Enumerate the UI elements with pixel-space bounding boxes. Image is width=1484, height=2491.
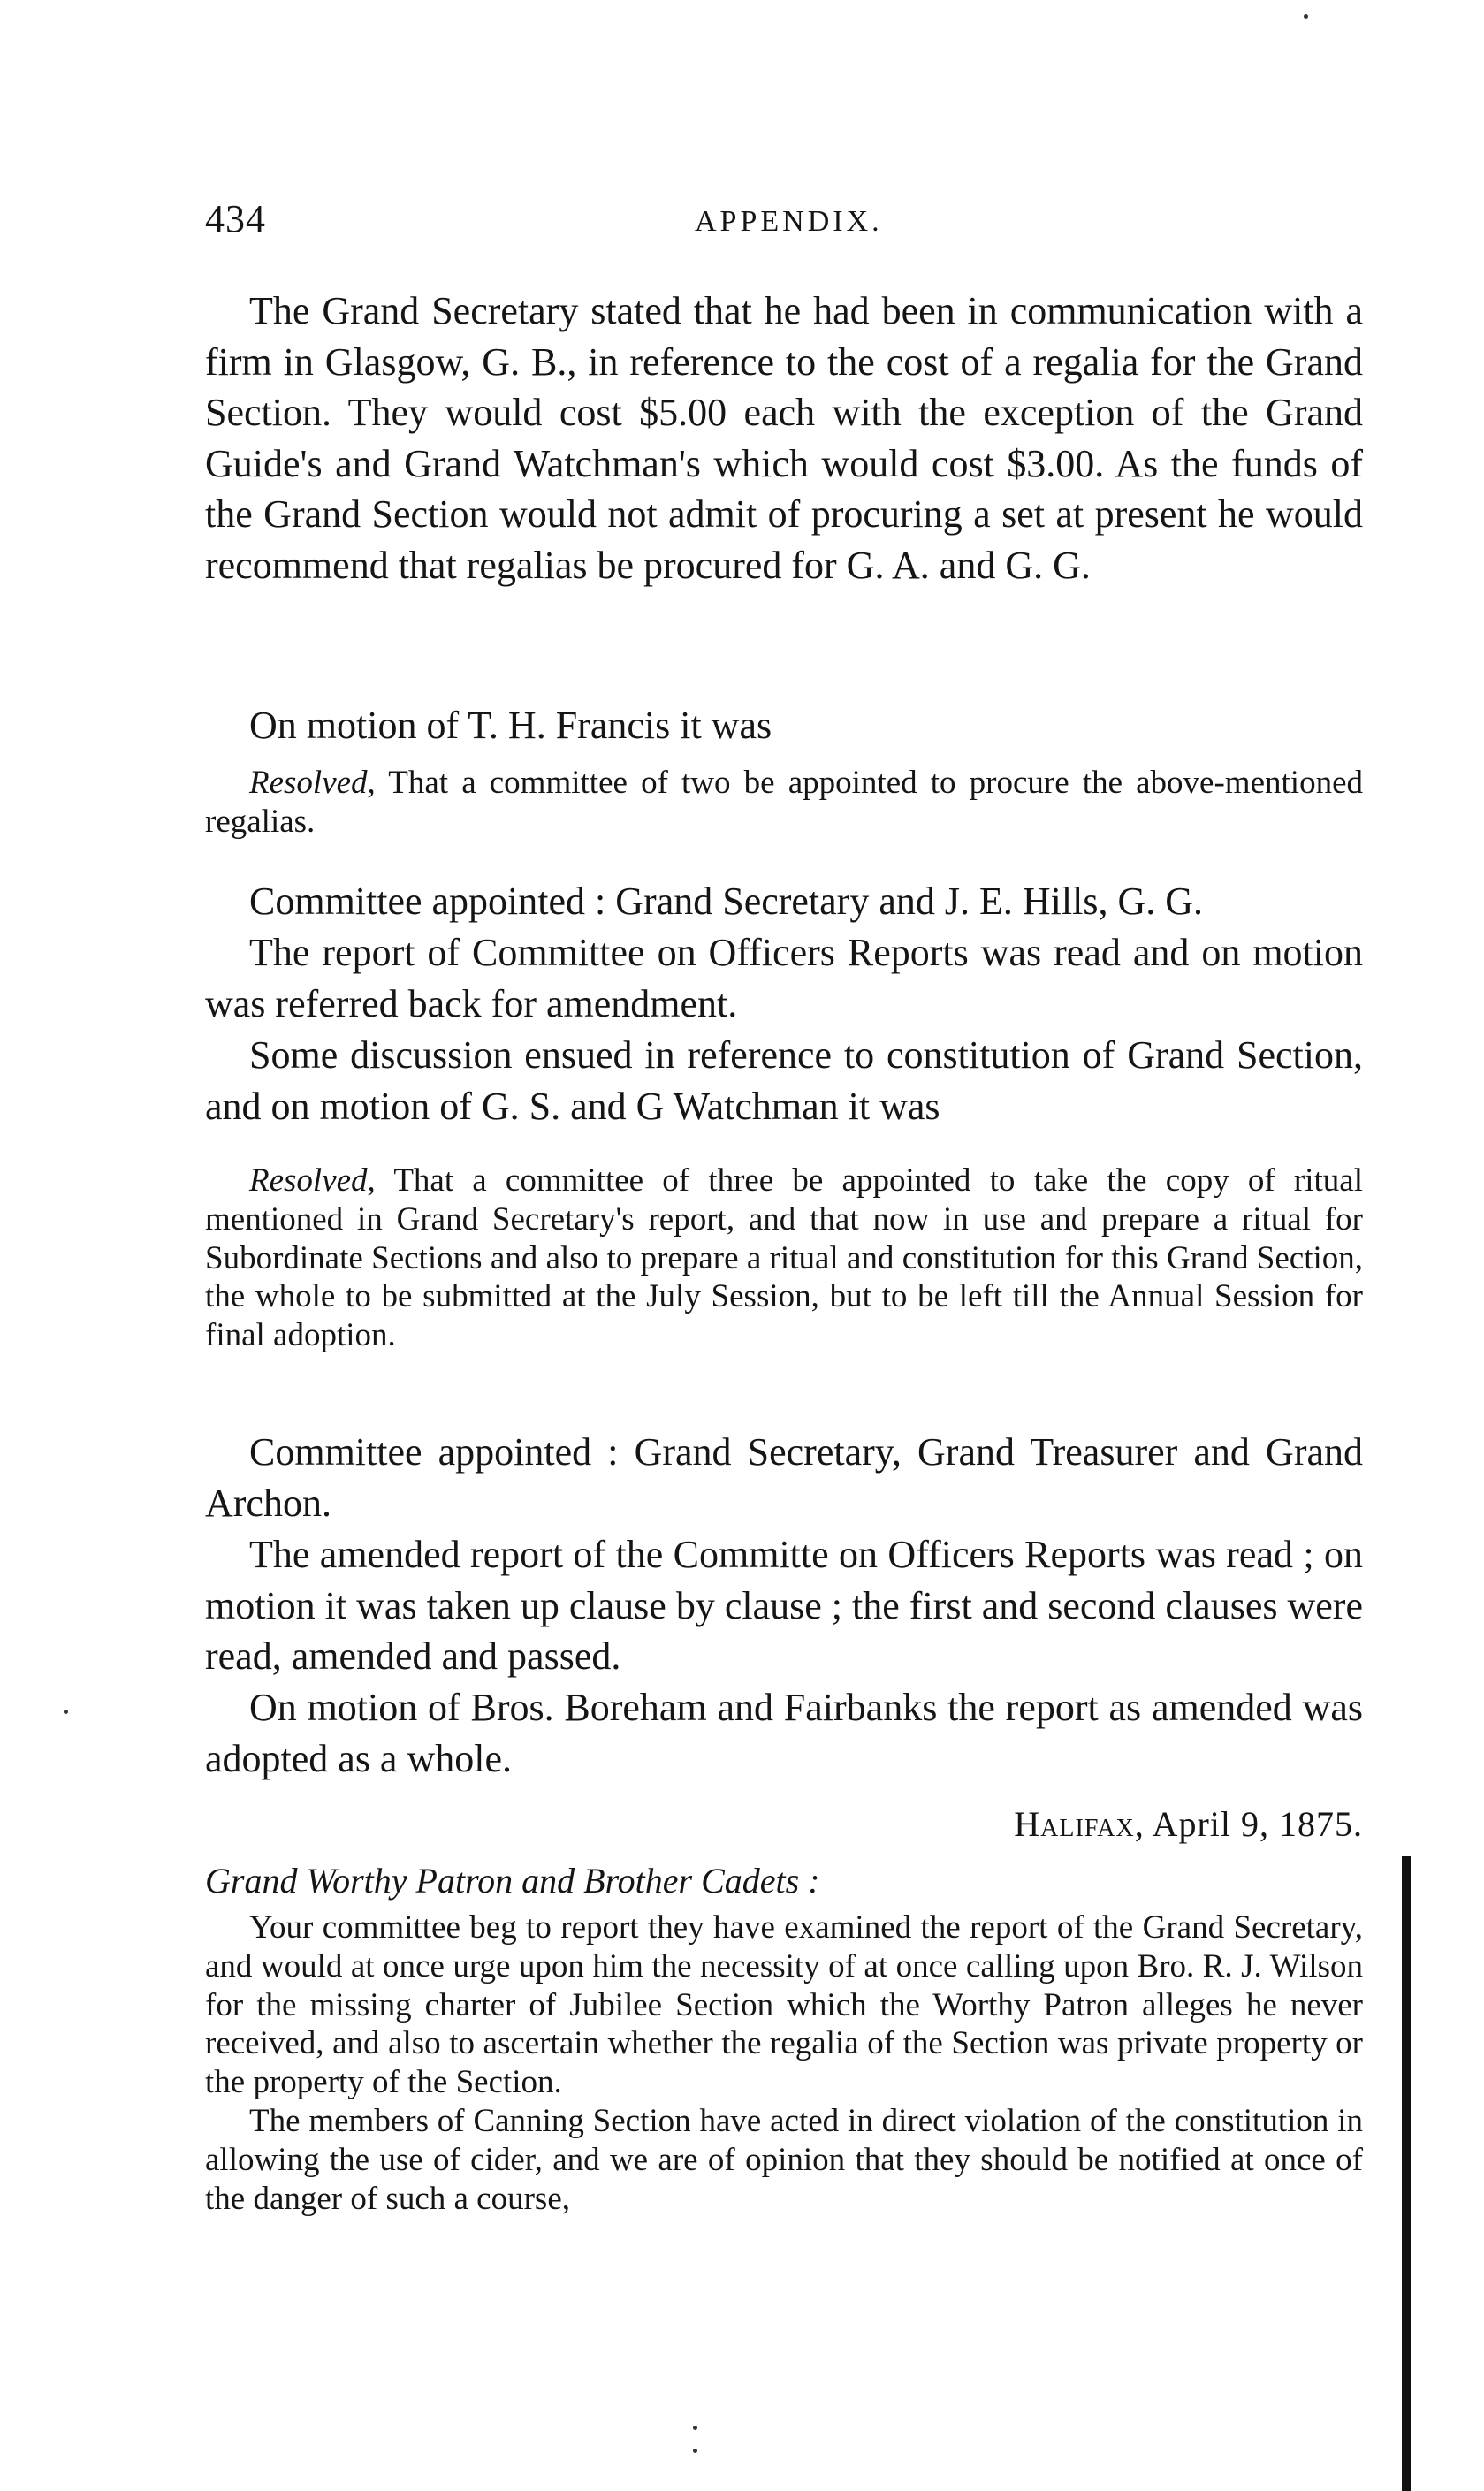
scan-edge-mark	[1402, 1856, 1411, 2491]
page-header	[205, 196, 1354, 249]
report-salutation: Grand Worthy Patron and Brother Cadets :	[205, 1861, 820, 1901]
report-paragraph-cider: The members of Canning Section have acted in direct violation of the constitution in allowing the use of cider, and we are of opinion that they should be notified at once of the danger of such a course,	[205, 2103, 1363, 2217]
report-paragraph-charter: Your committee beg to report they have examined the report of the Grand Secretary, and would at once urge upon him the necessity of at once calling upon Bro. R. J. Wilson for the missing charter of Jubilee Section which the Worthy Patron alleges he never received, and also to ascertain whether the regalia of the Section was private property or the property of the Section.	[205, 1909, 1363, 2101]
paragraph-adoption: On motion of Bros. Boreham and Fairbanks the report as amended was adopted as a whole.	[205, 1686, 1363, 1780]
resolution-text: That a committee of two be appointed to procure the above-mentioned regalias.	[205, 765, 1363, 840]
report-dateline	[205, 1803, 1363, 1845]
scan-speck	[64, 1710, 68, 1714]
scan-speck	[693, 2426, 697, 2430]
dateline-place: Halifax,	[1014, 1804, 1145, 1844]
running-head: APPENDIX.	[695, 205, 883, 238]
paragraph-regalia-cost: The Grand Secretary stated that he had been in communication with a firm in Glasgow, G. B., in reference to the cost of a regalia for the Grand Section. They would cost $5.00 each with the exception of the Grand Guide's and Grand Watchman's which would cost $3.00. As the funds of the Grand Section would not admit of procuring a set at present he would recommend that regalias be procured for G. A. and G. G.	[205, 289, 1363, 587]
resolved-label: Resolved,	[249, 1162, 376, 1199]
paragraph-constitution-discussion: Some discussion ensued in reference to constitution of Grand Section, and on motion of G. S. and G Watchman it was	[205, 1033, 1363, 1128]
paragraph-committee-appointed-2: Committee appointed : Grand Secretary, Grand Treasurer and Grand Archon.	[205, 1430, 1363, 1525]
paragraph-resolution-ritual	[205, 1162, 1363, 1355]
scan-speck	[693, 2449, 697, 2453]
page-number: 434	[205, 197, 266, 240]
resolution-text: That a committee of three be appointed to take the copy of ritual mentioned in Grand Secretary's report, and that now in use and prepare a ritual for Subordinate Sections and also to prepare a ritual and constitution for this Grand Section, the whole to be submitted at the July Session, but to be left till the Annual Session for final adoption.	[205, 1162, 1363, 1354]
scan-speck	[1304, 14, 1308, 19]
paragraph-committee-appointed-1: Committee appointed : Grand Secretary and J. E. Hills, G. G.	[249, 880, 1203, 923]
dateline-date: April 9, 1875.	[1144, 1804, 1363, 1844]
paragraph-motion-francis: On motion of T. H. Francis it was	[249, 704, 772, 747]
paragraph-officers-report: The report of Committee on Officers Reports was read and on motion was referred back for amendment.	[205, 931, 1363, 1025]
paragraph-resolution-regalia	[205, 764, 1363, 842]
paragraph-amended-report: The amended report of the Committe on Officers Reports was read ; on motion it was taken up clause by clause ; the first and second clauses were read, amended and passed.	[205, 1533, 1363, 1678]
resolved-label: Resolved,	[249, 765, 376, 801]
